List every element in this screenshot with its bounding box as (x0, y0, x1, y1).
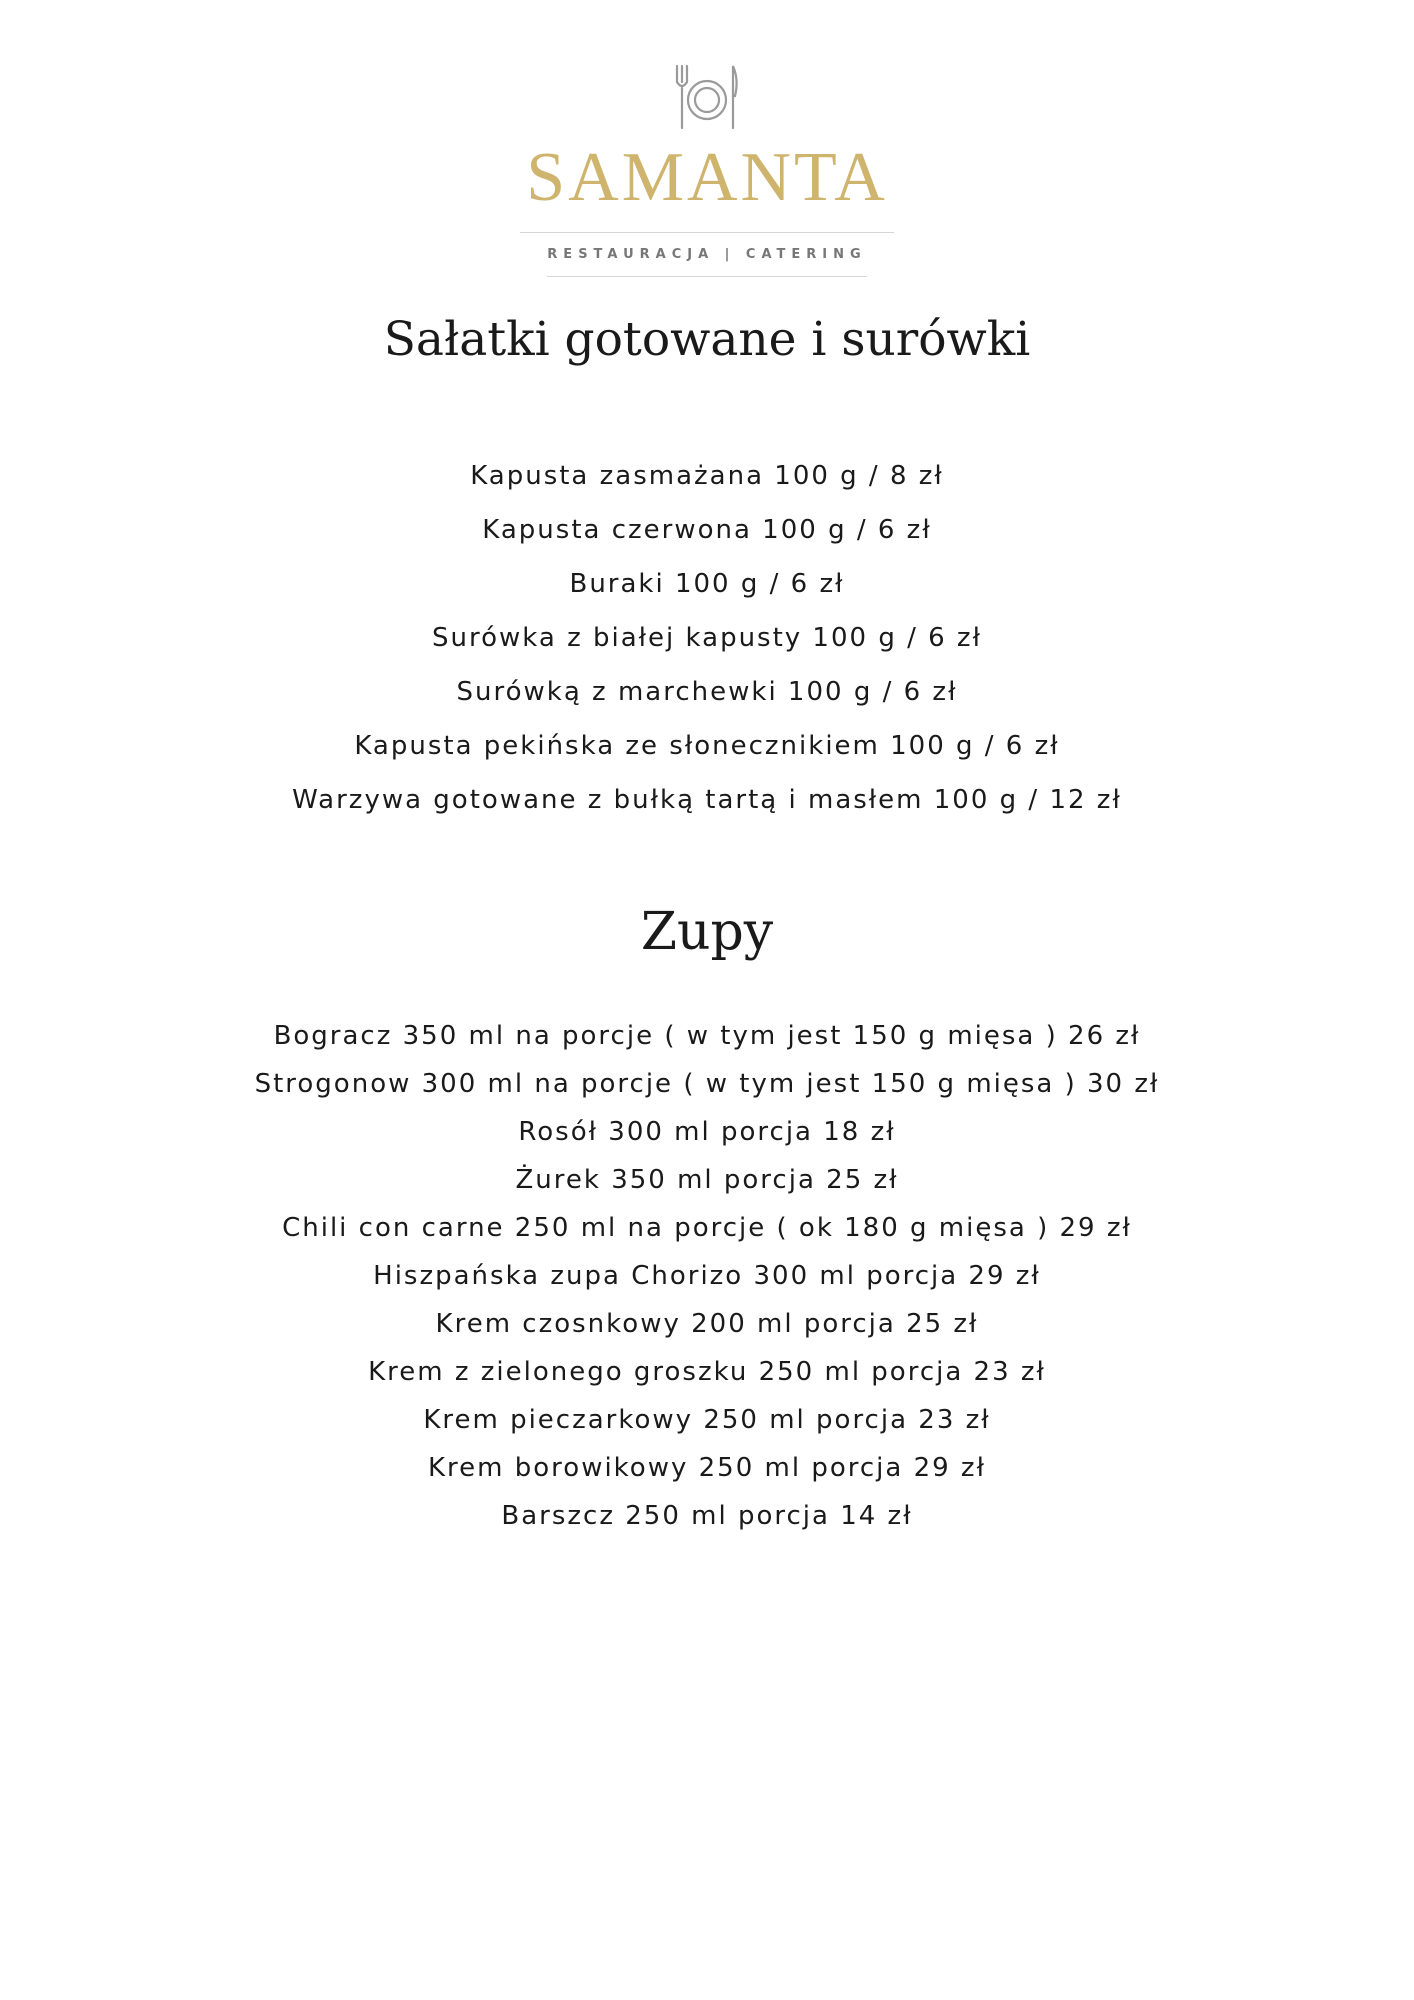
menu-item: Kapusta czerwona 100 g / 6 zł (482, 515, 932, 545)
logo-divider-top (520, 232, 894, 233)
restaurant-logo (0, 62, 1414, 277)
brand-tagline: RESTAURACJA | CATERING (547, 247, 867, 262)
menu-item: Kapusta pekińska ze słonecznikiem 100 g / 6 zł (354, 731, 1060, 761)
section-title-salads: Sałatki gotowane i surówki (383, 312, 1031, 367)
fork-plate-knife-icon (667, 62, 747, 134)
logo-divider-bottom (547, 276, 867, 277)
menu-item: Krem borowikowy 250 ml porcja 29 zł (428, 1453, 986, 1483)
menu-item: Krem pieczarkowy 250 ml porcja 23 zł (423, 1405, 991, 1435)
menu-item: Hiszpańska zupa Chorizo 300 ml porcja 29 zł (373, 1261, 1041, 1291)
brand-name: SAMANTA (526, 139, 888, 216)
menu-item: Surówką z marchewki 100 g / 6 zł (456, 677, 958, 707)
menu-item: Chili con carne 250 ml na porcje ( ok 180 g mięsa ) 29 zł (282, 1213, 1132, 1243)
menu-item: Buraki 100 g / 6 zł (569, 569, 845, 599)
menu-item: Strogonow 300 ml na porcje ( w tym jest 150 g mięsa ) 30 zł (254, 1069, 1160, 1099)
menu-item: Kapusta zasmażana 100 g / 8 zł (470, 461, 944, 491)
menu-item: Surówka z białej kapusty 100 g / 6 zł (432, 623, 982, 653)
menu-item: Żurek 350 ml porcja 25 zł (515, 1165, 899, 1195)
menu-item: Krem z zielonego groszku 250 ml porcja 23 zł (368, 1357, 1046, 1387)
menu-item: Bogracz 350 ml na porcje ( w tym jest 150 g mięsa ) 26 zł (273, 1021, 1141, 1051)
menu-item: Barszcz 250 ml porcja 14 zł (501, 1501, 913, 1531)
menu-item: Warzywa gotowane z bułką tartą i masłem 100 g / 12 zł (292, 785, 1122, 815)
section-title-soups: Zupy (640, 902, 774, 962)
salads-list (0, 456, 1414, 834)
menu-item: Rosół 300 ml porcja 18 zł (518, 1117, 896, 1147)
menu-item: Krem czosnkowy 200 ml porcja 25 zł (435, 1309, 979, 1339)
soups-list (0, 1016, 1414, 1544)
